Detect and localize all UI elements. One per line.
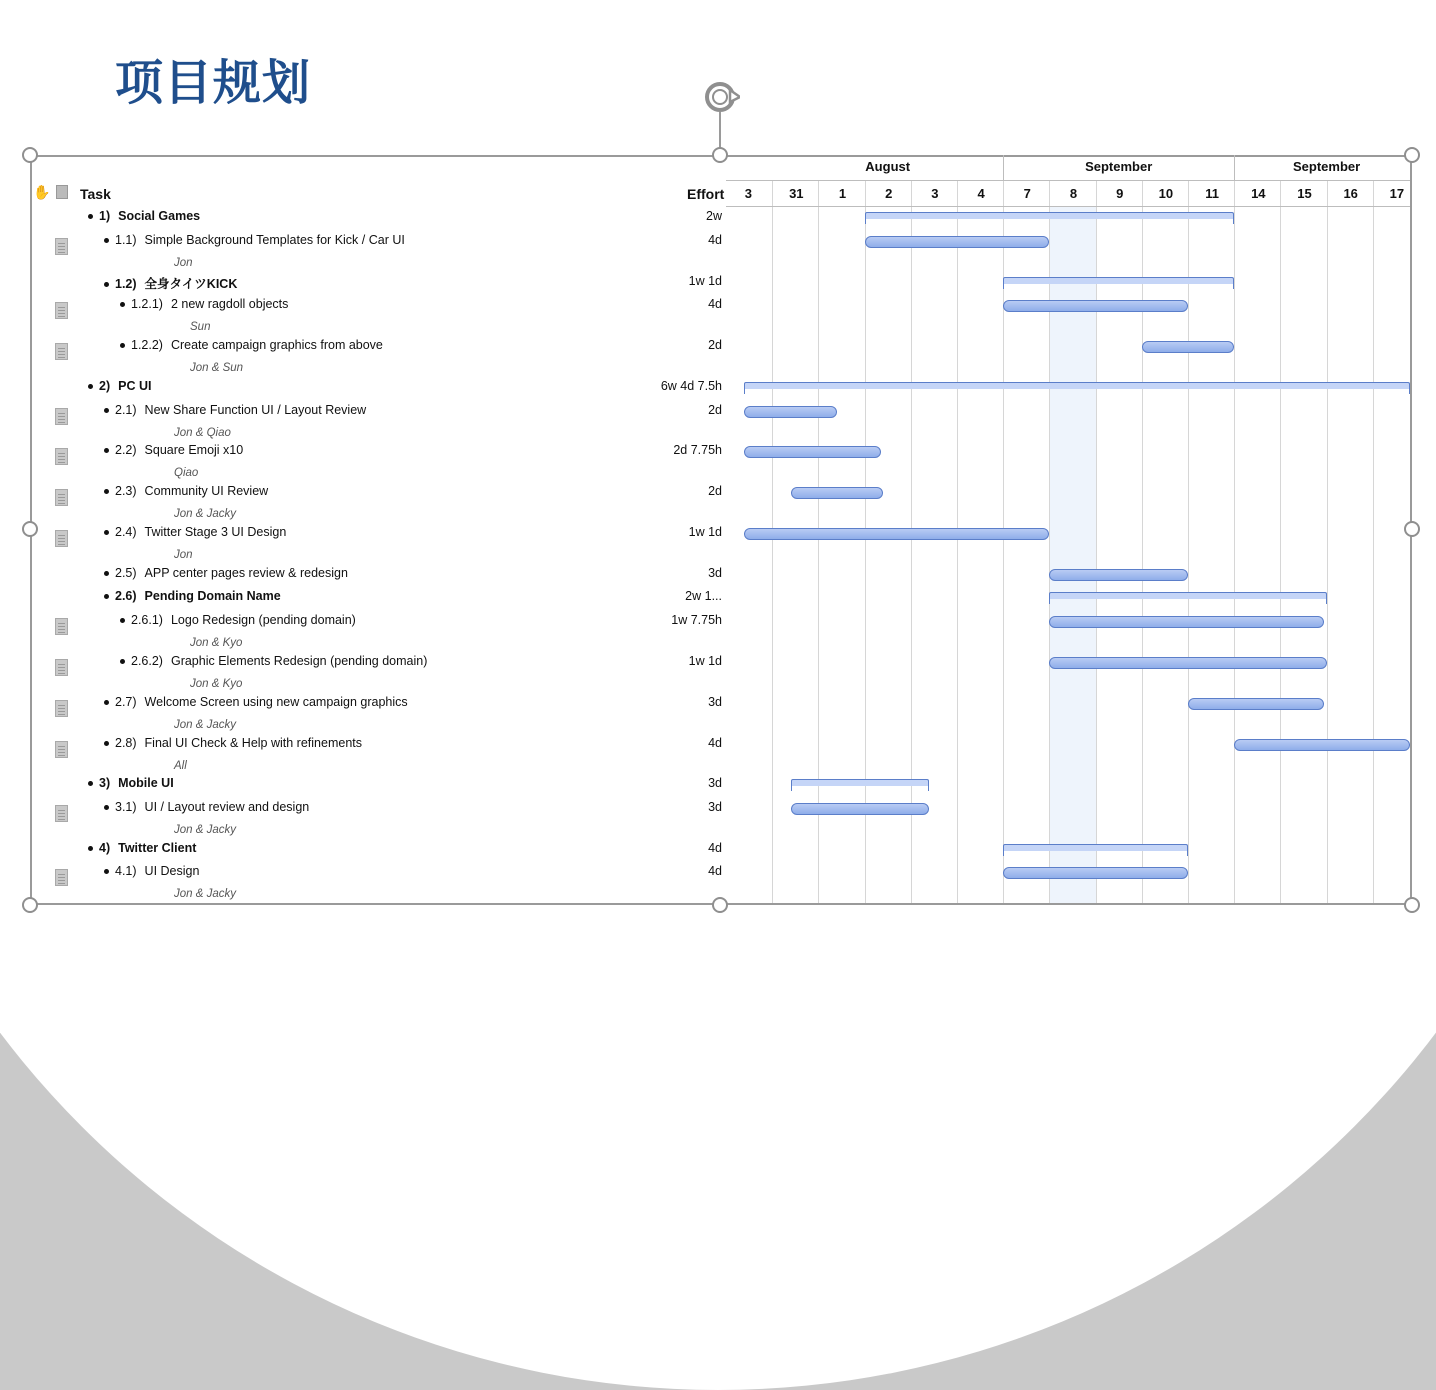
task-number: 2.2) [115,443,137,457]
resize-handle-bottom-left[interactable] [22,897,38,913]
resize-handle-bottom-right[interactable] [1404,897,1420,913]
note-icon[interactable] [55,408,68,425]
task-effort: 3d [708,776,722,790]
bullet-icon [88,384,93,389]
task-label: Pending Domain Name [144,589,281,603]
task-assignee: All [174,760,187,772]
bullet-icon [104,805,109,810]
task-row[interactable] [120,297,288,311]
note-icon[interactable] [55,343,68,360]
bullet-icon [104,282,109,287]
bullet-icon [88,214,93,219]
task-number: 3) [99,776,111,790]
day-label: 31 [789,186,804,201]
task-row[interactable] [104,800,309,814]
notes-header-icon [56,185,68,199]
task-label: Welcome Screen using new campaign graphics [144,695,408,709]
resize-handle-bottom-middle[interactable] [712,897,728,913]
task-assignee: Qiao [174,467,199,479]
task-row[interactable] [104,443,243,457]
task-number: 2) [99,379,111,393]
note-icon[interactable] [55,659,68,676]
task-label: Twitter Stage 3 UI Design [144,525,287,539]
task-assignee: Jon & Kyo [190,637,243,649]
task-assignee: Jon & Jacky [174,508,236,520]
task-effort: 2w [706,209,722,223]
effort-column-header[interactable]: Effort [687,186,725,202]
task-row[interactable] [104,274,237,292]
day-label: 10 [1158,186,1174,201]
task-number: 2.8) [115,736,137,750]
month-label: September [1085,159,1153,174]
task-number: 2.6) [115,589,137,603]
task-assignee: Jon & Jacky [174,824,236,836]
task-effort: 4d [708,297,722,311]
bullet-icon [104,489,109,494]
task-effort: 4d [708,864,722,878]
resize-handle-middle-left[interactable] [22,521,38,537]
day-label: 15 [1297,186,1312,201]
day-label: 11 [1205,186,1219,201]
task-row[interactable] [104,864,199,878]
day-label: 7 [1023,186,1031,201]
task-number: 4.1) [115,864,137,878]
task-label: Mobile UI [118,776,174,790]
note-icon[interactable] [55,700,68,717]
task-row[interactable] [104,695,408,709]
resize-handle-top-right[interactable] [1404,147,1420,163]
task-assignee: Sun [190,321,211,333]
task-number: 1.2) [115,277,137,291]
task-row[interactable] [104,566,348,580]
task-effort: 1w 1d [688,654,722,668]
task-label: New Share Function UI / Layout Review [144,403,367,417]
month-label: August [865,159,911,174]
task-effort: 3d [708,800,722,814]
task-number: 1.2.2) [131,338,163,352]
task-assignee: Jon & Sun [190,362,244,374]
task-effort: 1w 1d [688,274,722,288]
note-icon[interactable] [55,489,68,506]
task-effort: 4d [708,841,722,855]
note-icon[interactable] [55,238,68,255]
task-label: Community UI Review [144,484,269,498]
bullet-icon [104,869,109,874]
day-label: 1 [838,186,847,201]
task-label: PC UI [118,379,152,393]
task-effort: 6w 4d 7.5h [660,379,722,393]
task-number: 2.6.1) [131,613,163,627]
day-label: 14 [1251,186,1266,201]
hand-icon: ✋ [33,185,51,201]
task-effort: 2d [708,403,722,417]
task-label: Create campaign graphics from above [170,338,383,352]
task-effort: 1w 1d [688,525,722,539]
resize-handle-top-middle[interactable] [712,147,728,163]
bullet-icon [104,448,109,453]
task-label: Social Games [118,209,201,223]
bullet-icon [88,781,93,786]
task-effort: 2d [708,484,722,498]
day-label: 3 [931,186,939,201]
day-label: 2 [885,186,893,201]
bullet-icon [104,238,109,243]
task-effort: 4d [708,233,722,247]
note-icon[interactable] [55,530,68,547]
task-row[interactable] [88,209,200,223]
task-label: Square Emoji x10 [144,443,244,457]
bullet-icon [120,302,125,307]
day-label: 9 [1116,186,1124,201]
rotate-handle-icon[interactable] [700,76,740,116]
task-number: 3.1) [115,800,137,814]
task-number: 2.4) [115,525,137,539]
resize-handle-middle-right[interactable] [1404,521,1420,537]
task-label: UI / Layout review and design [144,800,310,814]
page-title: 项目规划 [115,55,312,111]
task-number: 1.2.1) [131,297,163,311]
resize-handle-top-left[interactable] [22,147,38,163]
task-row[interactable] [104,736,362,750]
bullet-icon [120,659,125,664]
task-number: 2.1) [115,403,137,417]
task-row[interactable] [88,841,196,855]
day-label: 4 [977,186,985,201]
task-row[interactable] [88,776,174,790]
month-label: September [1292,159,1361,174]
task-assignee: Jon [174,257,193,269]
task-effort: 4d [708,736,722,750]
task-row[interactable] [120,654,427,668]
task-row[interactable] [104,589,281,603]
bullet-icon [104,530,109,535]
note-icon[interactable] [55,741,68,758]
task-row[interactable] [104,233,405,247]
task-effort: 2d 7.75h [673,443,722,457]
task-row[interactable] [104,525,286,539]
task-effort: 3d [708,566,722,580]
task-row[interactable] [120,613,356,627]
task-label: Final UI Check & Help with refinements [144,736,362,750]
task-label: UI Design [144,864,200,878]
bullet-icon [120,618,125,623]
bullet-icon [104,408,109,413]
task-assignee: Jon & Qiao [174,427,231,439]
task-label: APP center pages review & redesign [144,566,348,580]
task-number: 2.5) [115,566,137,580]
note-icon[interactable] [55,448,68,465]
task-number: 2.3) [115,484,137,498]
task-row[interactable] [104,484,268,498]
day-label: 17 [1389,186,1405,201]
task-label: 全身タイツKICK [144,277,238,291]
task-label: Simple Background Templates for Kick / Car UI [144,233,405,247]
day-label: 16 [1343,186,1358,201]
bullet-icon [104,594,109,599]
task-label: 2 new ragdoll objects [170,297,289,311]
bullet-icon [104,571,109,576]
note-icon[interactable] [55,869,68,886]
task-row[interactable] [120,338,383,352]
task-column-header[interactable]: Task [80,186,111,202]
bullet-icon [120,343,125,348]
task-number: 1) [99,209,111,223]
bullet-icon [104,700,109,705]
note-icon[interactable] [55,302,68,319]
task-row[interactable] [88,379,151,393]
bullet-icon [104,741,109,746]
task-number: 2.6.2) [131,654,163,668]
bullet-icon [88,846,93,851]
task-assignee: Jon & Kyo [190,678,243,690]
task-effort: 2d [708,338,722,352]
task-assignee: Jon & Jacky [174,719,236,731]
day-label: 8 [1069,186,1078,201]
task-effort: 1w 7.75h [671,613,722,627]
task-number: 2.7) [115,695,137,709]
task-row[interactable] [104,403,366,417]
task-number: 4) [99,841,111,855]
task-effort: 2w 1... [685,589,722,603]
task-label: Twitter Client [118,841,197,855]
task-label: Graphic Elements Redesign (pending domain) [170,654,428,668]
day-label: 3 [744,186,752,201]
task-assignee: Jon & Jacky [174,888,236,900]
task-effort: 3d [708,695,722,709]
task-assignee: Jon [174,549,193,561]
note-icon[interactable] [55,805,68,822]
task-label: Logo Redesign (pending domain) [170,613,356,627]
note-icon[interactable] [55,618,68,635]
task-number: 1.1) [115,233,137,247]
